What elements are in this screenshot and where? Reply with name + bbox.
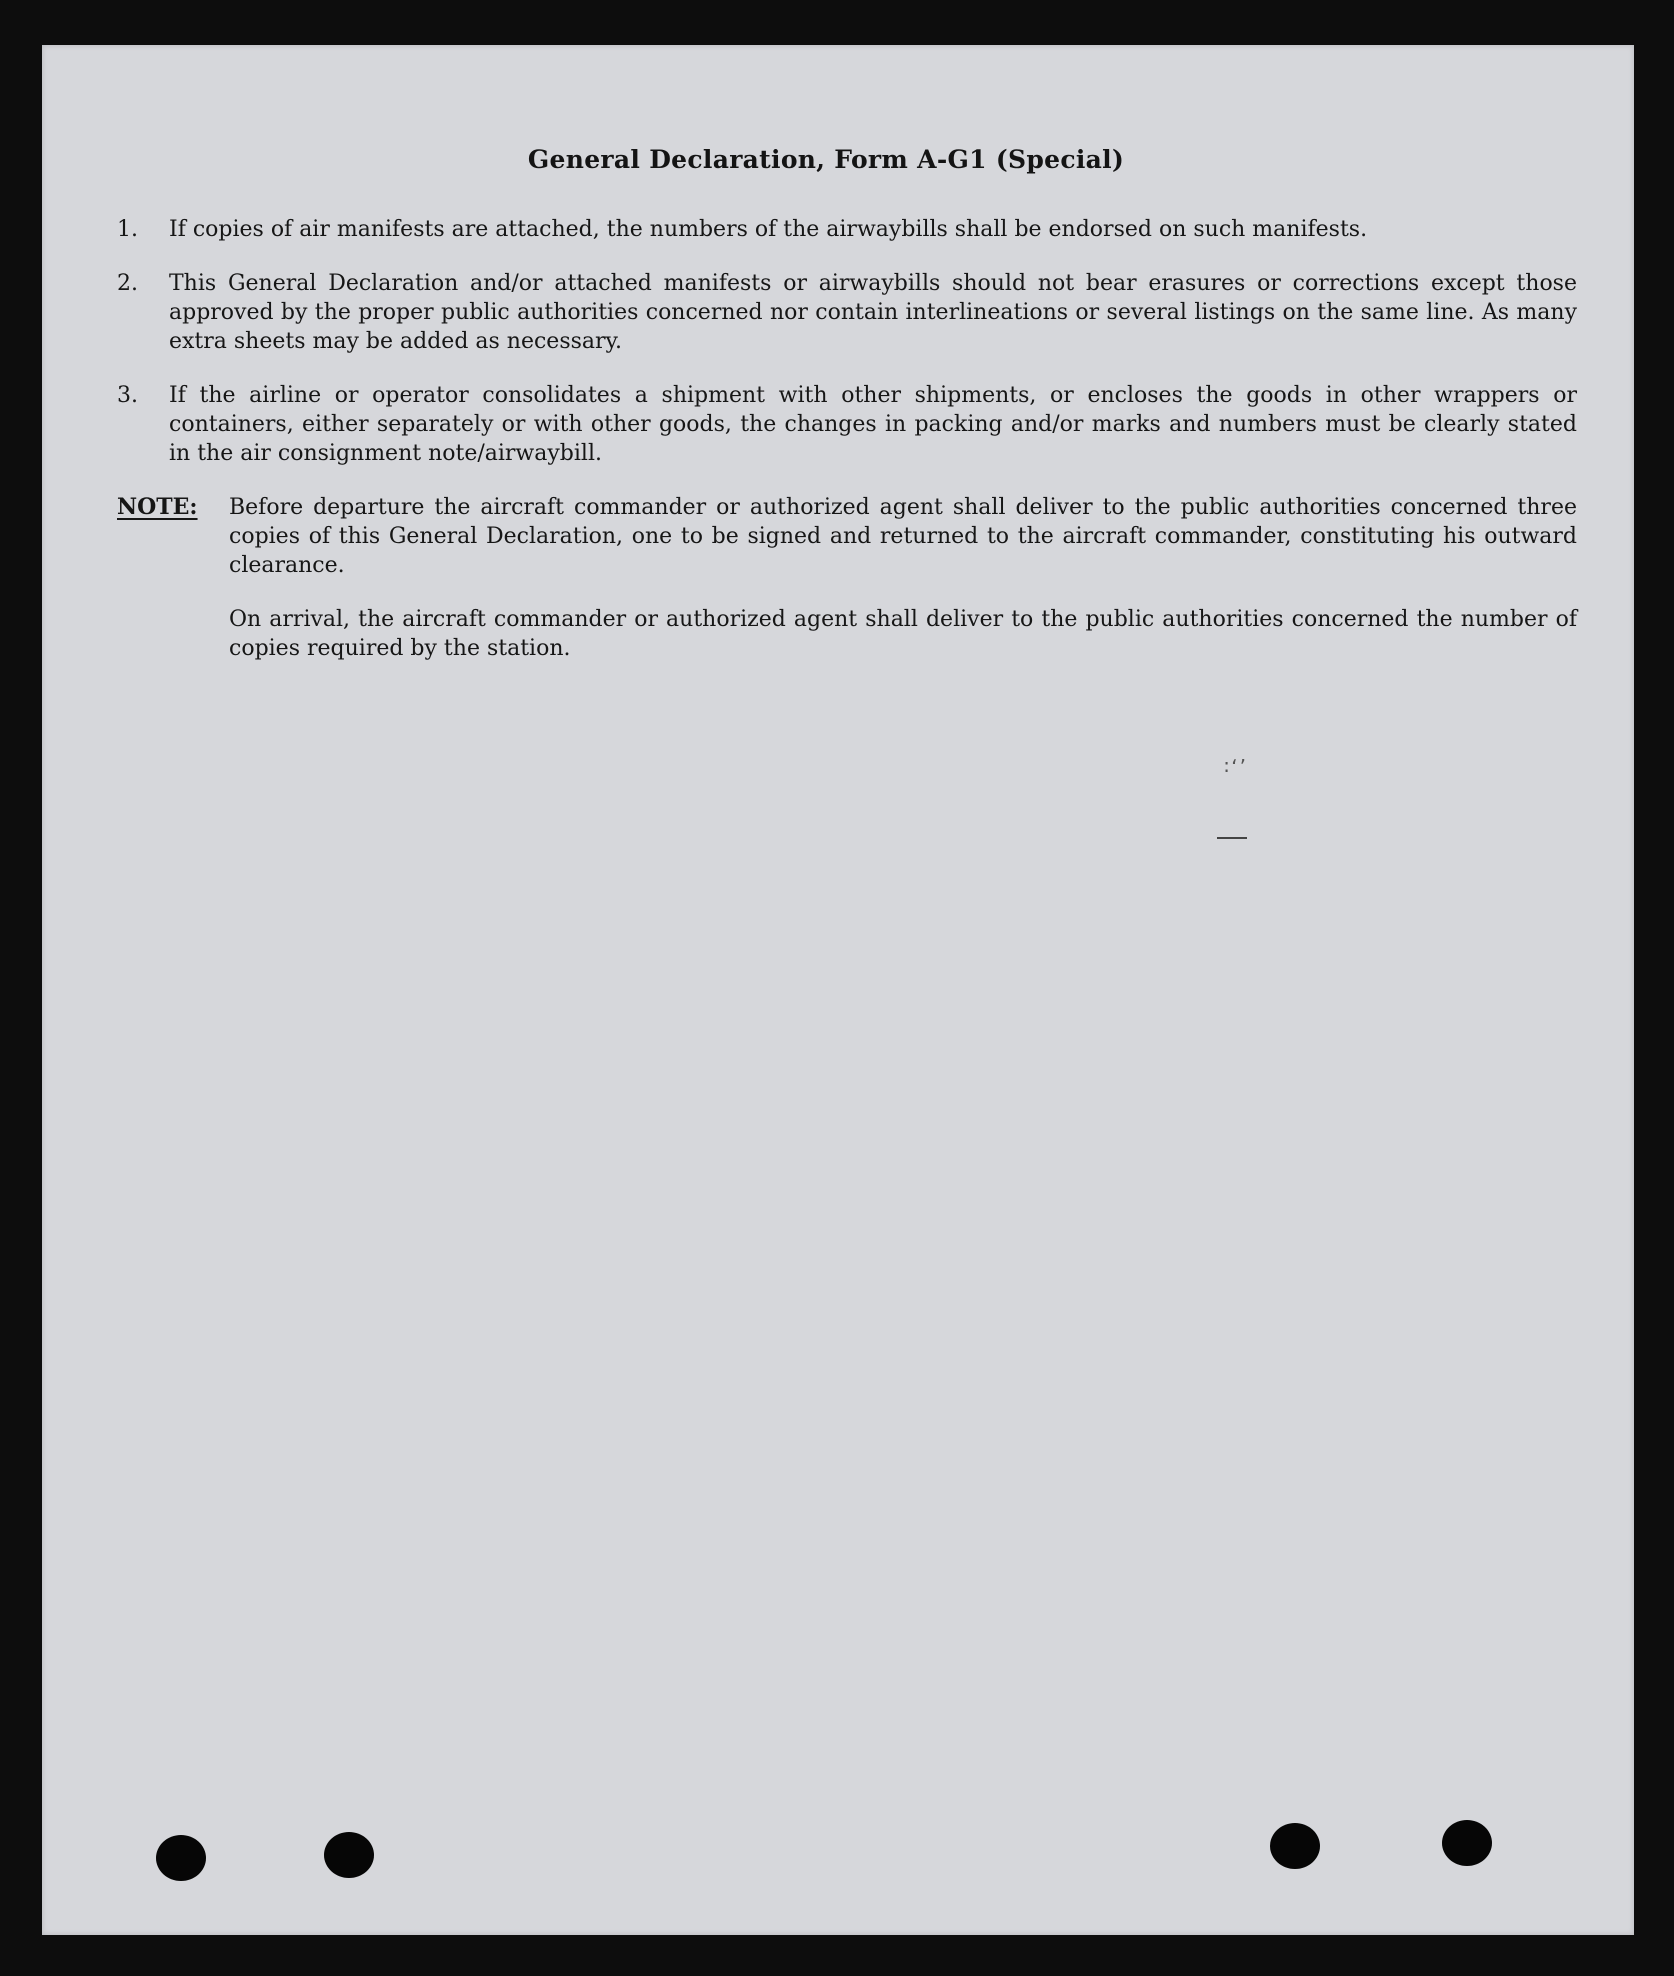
item-text: If copies of air manifests are attached, the numbers of the airwaybills shall be endorsed on such manifests. [169, 217, 1368, 242]
document-title: General Declaration, Form A-G1 (Special) [527, 145, 1125, 174]
punch-hole [1442, 1820, 1492, 1866]
stray-dash [1217, 837, 1247, 839]
note-paragraph: On arrival, the aircraft commander or authorized agent shall deliver to the public authorities concerned the number of copies required by the station. [229, 607, 1577, 661]
item-number: 3. [117, 383, 138, 408]
punch-hole [1270, 1823, 1320, 1869]
punch-hole [324, 1832, 374, 1878]
list-item [117, 381, 1577, 468]
list-item [117, 269, 1577, 356]
document-page [42, 45, 1634, 1935]
note-body [229, 493, 1577, 688]
punch-hole [156, 1835, 206, 1881]
list-item [117, 215, 1577, 244]
item-text: If the airline or operator consolidates a shipment with other shipments, or encloses the goods in other wrappers or containers, either separately or with other goods, the changes in packing and/or marks and numbers must be clearly stated in the air consignment note/airwaybill. [169, 383, 1577, 466]
item-number: 1. [117, 217, 138, 242]
item-text: This General Declaration and/or attached manifests or airwaybills should not bear erasures or corrections except those approved by the proper public authorities concerned nor contain interlineations or several listings on the same line. As many extra sheets may be added as necessary. [169, 271, 1577, 354]
stray-marks: ∶ʻ’ [1224, 755, 1248, 779]
item-number: 2. [117, 271, 138, 296]
note-paragraph: Before departure the aircraft commander or authorized agent shall deliver to the public authorities concerned three copies of this General Declaration, one to be signed and returned to the aircraft commander, constituting his outward clearance. [229, 495, 1577, 578]
instruction-list [117, 215, 1577, 688]
note-label: NOTE: [117, 494, 198, 520]
note-section [117, 493, 1577, 688]
